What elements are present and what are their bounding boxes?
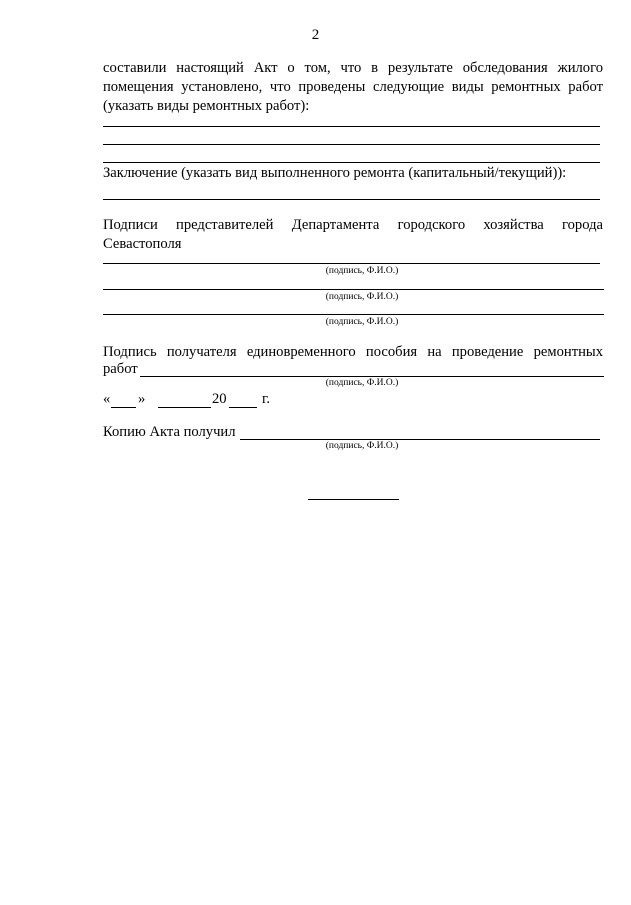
representative-signature-line-3 xyxy=(103,314,604,315)
copy-received-signature-line xyxy=(240,439,600,440)
recipient-signature-line xyxy=(140,376,604,377)
date-year-suffix: г. xyxy=(262,391,270,407)
representatives-label: Подписи представителей Департамента городского хозяйства города Севастополя xyxy=(103,217,603,252)
recipient-signature-caption: (подпись, Ф.И.О.) xyxy=(325,378,399,388)
signature-caption-3: (подпись, Ф.И.О.) xyxy=(325,317,399,327)
repair-types-blank-line-1 xyxy=(103,126,600,127)
date-open-quote: « xyxy=(103,391,111,407)
copy-received-caption: (подпись, Ф.И.О.) xyxy=(325,441,399,451)
copy-received-label: Копию Акта получил xyxy=(103,424,236,440)
intro-paragraph: составили настоящий Акт о том, что в результате обследования жилого помещения установлено, что проведены следующие виды ремонтных работ (указать виды ремонтных работ): xyxy=(103,60,603,114)
date-day-blank xyxy=(111,407,136,408)
end-separator-line xyxy=(308,499,399,500)
recipient-label-line-2: работ xyxy=(103,361,138,377)
representative-signature-line-2 xyxy=(103,289,604,290)
page-number: 2 xyxy=(311,27,320,43)
recipient-label-line-1: Подпись получателя единовременного пособия на проведение ремонтных xyxy=(103,344,603,360)
date-year-prefix: 20 xyxy=(212,391,227,407)
signature-caption-2: (подпись, Ф.И.О.) xyxy=(325,292,399,302)
date-month-blank xyxy=(158,407,211,408)
date-close-quote: » xyxy=(138,391,146,407)
conclusion-blank-line xyxy=(103,199,600,200)
representative-signature-line-1 xyxy=(103,263,600,264)
repair-types-blank-line-2 xyxy=(103,144,600,145)
repair-types-blank-line-3 xyxy=(103,162,600,163)
date-year-blank xyxy=(229,407,257,408)
signature-caption-1: (подпись, Ф.И.О.) xyxy=(325,266,399,276)
conclusion-label: Заключение (указать вид выполненного ремонта (капитальный/текущий)): xyxy=(103,165,567,181)
